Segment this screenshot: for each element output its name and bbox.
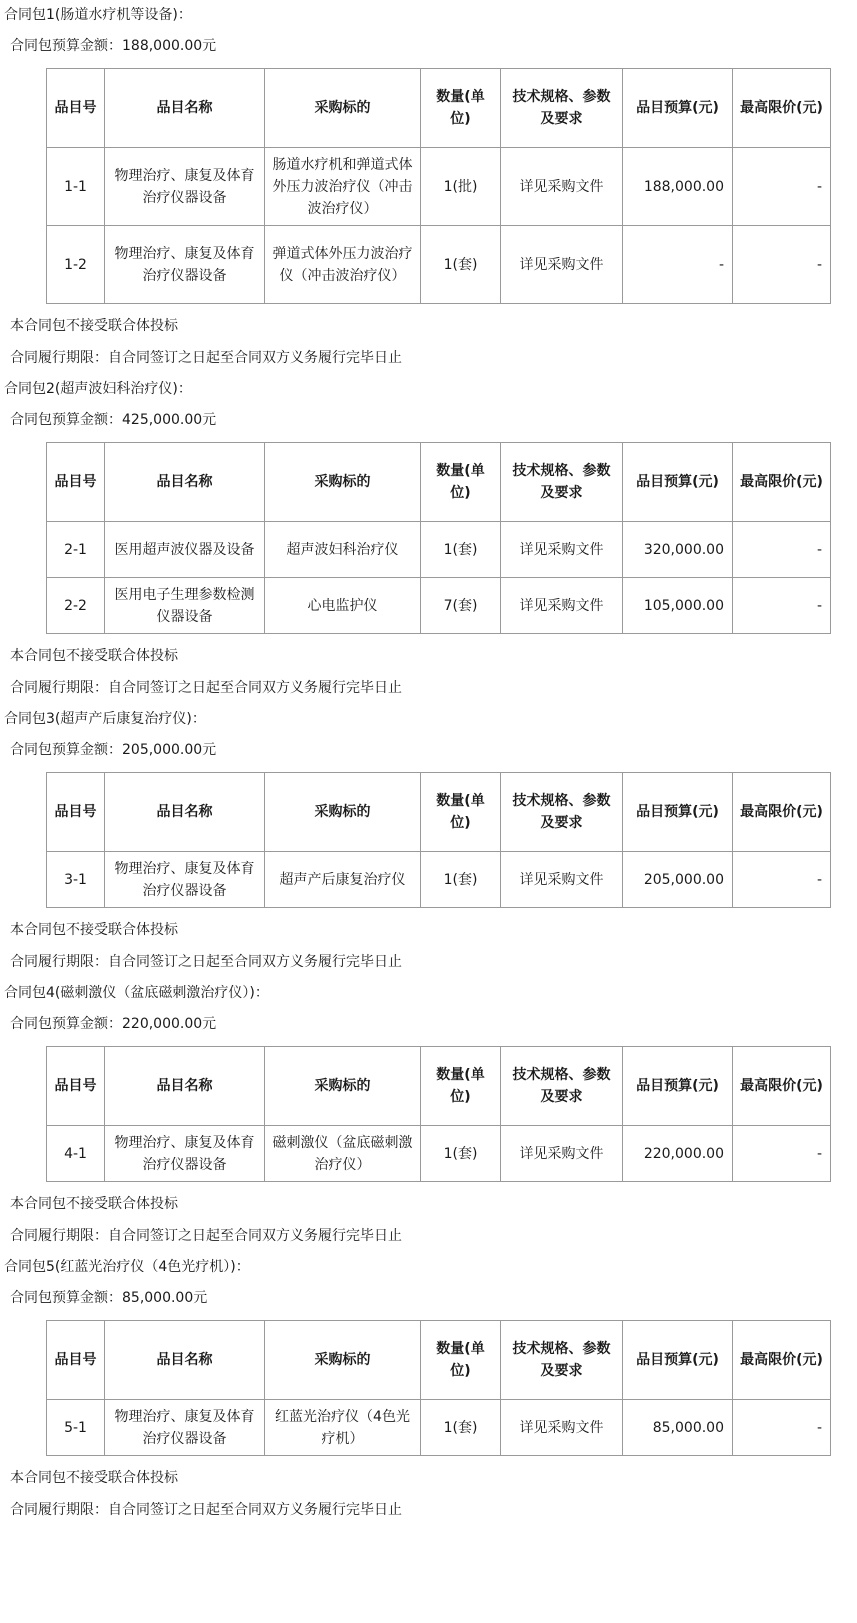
table-cell-qty: 1(套) bbox=[421, 522, 501, 578]
performance-period-note: 合同履行期限：自合同签订之日起至合同双方义务履行完毕日止 bbox=[10, 1228, 402, 1244]
column-header: 品目号 bbox=[47, 443, 105, 522]
column-header: 技术规格、参数及要求 bbox=[501, 69, 623, 148]
table-cell-spec: 详见采购文件 bbox=[501, 852, 623, 908]
table-cell-category: 物理治疗、康复及体育治疗仪器设备 bbox=[105, 148, 265, 226]
table-cell-category: 医用超声波仪器及设备 bbox=[105, 522, 265, 578]
column-header: 采购标的 bbox=[265, 69, 421, 148]
package-title: 合同包1(肠道水疗机等设备)： bbox=[4, 7, 192, 23]
items-table bbox=[46, 442, 831, 634]
column-header: 品目名称 bbox=[105, 1321, 265, 1400]
column-header: 技术规格、参数及要求 bbox=[501, 1047, 623, 1126]
column-header: 品目名称 bbox=[105, 1047, 265, 1126]
column-header: 数量(单位) bbox=[421, 443, 501, 522]
table-cell-no: 5-1 bbox=[47, 1400, 105, 1456]
table-cell-item: 超声产后康复治疗仪 bbox=[265, 852, 421, 908]
table-row bbox=[47, 1400, 831, 1456]
column-header: 技术规格、参数及要求 bbox=[501, 773, 623, 852]
contract-package bbox=[0, 978, 857, 1252]
table-cell-category: 物理治疗、康复及体育治疗仪器设备 bbox=[105, 1126, 265, 1182]
table-cell-no: 2-2 bbox=[47, 578, 105, 634]
column-header: 品目预算(元) bbox=[623, 1321, 733, 1400]
table-cell-qty: 1(套) bbox=[421, 1400, 501, 1456]
consortium-note: 本合同包不接受联合体投标 bbox=[10, 318, 178, 334]
column-header: 数量(单位) bbox=[421, 1047, 501, 1126]
table-cell-limit: - bbox=[733, 852, 831, 908]
table-cell-category: 物理治疗、康复及体育治疗仪器设备 bbox=[105, 226, 265, 304]
package-title: 合同包3(超声产后康复治疗仪)： bbox=[4, 711, 206, 727]
table-cell-qty: 1(套) bbox=[421, 1126, 501, 1182]
column-header: 采购标的 bbox=[265, 1047, 421, 1126]
table-cell-no: 1-1 bbox=[47, 148, 105, 226]
column-header: 采购标的 bbox=[265, 443, 421, 522]
column-header: 品目预算(元) bbox=[623, 69, 733, 148]
table-cell-spec: 详见采购文件 bbox=[501, 1400, 623, 1456]
table-cell-qty: 1(套) bbox=[421, 852, 501, 908]
table-row bbox=[47, 226, 831, 304]
package-title: 合同包5(红蓝光治疗仪（4色光疗机）)： bbox=[4, 1259, 250, 1275]
column-header: 最高限价(元) bbox=[733, 1321, 831, 1400]
table-cell-budget: 85,000.00 bbox=[623, 1400, 733, 1456]
table-cell-spec: 详见采购文件 bbox=[501, 578, 623, 634]
table-cell-limit: - bbox=[733, 522, 831, 578]
items-table bbox=[46, 68, 831, 304]
contract-package bbox=[0, 0, 857, 374]
table-cell-qty: 7(套) bbox=[421, 578, 501, 634]
table-cell-limit: - bbox=[733, 148, 831, 226]
column-header: 最高限价(元) bbox=[733, 443, 831, 522]
column-header: 品目名称 bbox=[105, 773, 265, 852]
table-cell-spec: 详见采购文件 bbox=[501, 522, 623, 578]
consortium-note: 本合同包不接受联合体投标 bbox=[10, 1470, 178, 1486]
column-header: 品目预算(元) bbox=[623, 443, 733, 522]
column-header: 品目号 bbox=[47, 1047, 105, 1126]
table-cell-spec: 详见采购文件 bbox=[501, 226, 623, 304]
package-title: 合同包4(磁刺激仪（盆底磁刺激治疗仪）)： bbox=[4, 985, 269, 1001]
table-cell-spec: 详见采购文件 bbox=[501, 1126, 623, 1182]
package-budget: 合同包预算金额：425,000.00元 bbox=[10, 412, 217, 428]
contract-package bbox=[0, 374, 857, 704]
package-budget: 合同包预算金额：205,000.00元 bbox=[10, 742, 217, 758]
table-cell-item: 红蓝光治疗仪（4色光疗机） bbox=[265, 1400, 421, 1456]
column-header: 数量(单位) bbox=[421, 773, 501, 852]
table-cell-item: 心电监护仪 bbox=[265, 578, 421, 634]
performance-period-note: 合同履行期限：自合同签订之日起至合同双方义务履行完毕日止 bbox=[10, 1502, 402, 1518]
items-table bbox=[46, 1046, 831, 1182]
package-budget: 合同包预算金额：220,000.00元 bbox=[10, 1016, 217, 1032]
column-header: 采购标的 bbox=[265, 773, 421, 852]
table-cell-qty: 1(批) bbox=[421, 148, 501, 226]
package-budget: 合同包预算金额：188,000.00元 bbox=[10, 38, 217, 54]
column-header: 品目号 bbox=[47, 1321, 105, 1400]
column-header: 品目名称 bbox=[105, 69, 265, 148]
package-budget: 合同包预算金额：85,000.00元 bbox=[10, 1290, 208, 1306]
column-header: 数量(单位) bbox=[421, 69, 501, 148]
column-header: 技术规格、参数及要求 bbox=[501, 443, 623, 522]
column-header: 品目名称 bbox=[105, 443, 265, 522]
table-cell-no: 2-1 bbox=[47, 522, 105, 578]
table-cell-item: 超声波妇科治疗仪 bbox=[265, 522, 421, 578]
consortium-note: 本合同包不接受联合体投标 bbox=[10, 648, 178, 664]
table-cell-no: 3-1 bbox=[47, 852, 105, 908]
performance-period-note: 合同履行期限：自合同签订之日起至合同双方义务履行完毕日止 bbox=[10, 680, 402, 696]
table-cell-limit: - bbox=[733, 1400, 831, 1456]
table-cell-category: 医用电子生理参数检测仪器设备 bbox=[105, 578, 265, 634]
column-header: 品目号 bbox=[47, 69, 105, 148]
table-cell-category: 物理治疗、康复及体育治疗仪器设备 bbox=[105, 852, 265, 908]
column-header: 最高限价(元) bbox=[733, 69, 831, 148]
table-cell-budget: - bbox=[623, 226, 733, 304]
consortium-note: 本合同包不接受联合体投标 bbox=[10, 922, 178, 938]
table-cell-budget: 188,000.00 bbox=[623, 148, 733, 226]
column-header: 采购标的 bbox=[265, 1321, 421, 1400]
table-cell-limit: - bbox=[733, 226, 831, 304]
column-header: 技术规格、参数及要求 bbox=[501, 1321, 623, 1400]
table-cell-item: 肠道水疗机和弹道式体外压力波治疗仪（冲击波治疗仪） bbox=[265, 148, 421, 226]
column-header: 最高限价(元) bbox=[733, 1047, 831, 1126]
contract-package bbox=[0, 704, 857, 978]
column-header: 数量(单位) bbox=[421, 1321, 501, 1400]
table-cell-item: 磁刺激仪（盆底磁刺激治疗仪） bbox=[265, 1126, 421, 1182]
table-cell-limit: - bbox=[733, 1126, 831, 1182]
column-header: 品目预算(元) bbox=[623, 773, 733, 852]
table-cell-limit: - bbox=[733, 578, 831, 634]
column-header: 品目号 bbox=[47, 773, 105, 852]
table-cell-no: 4-1 bbox=[47, 1126, 105, 1182]
table-cell-category: 物理治疗、康复及体育治疗仪器设备 bbox=[105, 1400, 265, 1456]
table-row bbox=[47, 852, 831, 908]
column-header: 最高限价(元) bbox=[733, 773, 831, 852]
contract-package bbox=[0, 1252, 857, 1526]
table-row bbox=[47, 522, 831, 578]
table-cell-spec: 详见采购文件 bbox=[501, 148, 623, 226]
performance-period-note: 合同履行期限：自合同签订之日起至合同双方义务履行完毕日止 bbox=[10, 350, 402, 366]
table-cell-budget: 220,000.00 bbox=[623, 1126, 733, 1182]
table-row bbox=[47, 1126, 831, 1182]
consortium-note: 本合同包不接受联合体投标 bbox=[10, 1196, 178, 1212]
table-cell-budget: 105,000.00 bbox=[623, 578, 733, 634]
items-table bbox=[46, 1320, 831, 1456]
table-cell-item: 弹道式体外压力波治疗仪（冲击波治疗仪） bbox=[265, 226, 421, 304]
column-header: 品目预算(元) bbox=[623, 1047, 733, 1126]
table-cell-budget: 320,000.00 bbox=[623, 522, 733, 578]
table-cell-no: 1-2 bbox=[47, 226, 105, 304]
table-cell-qty: 1(套) bbox=[421, 226, 501, 304]
table-row bbox=[47, 578, 831, 634]
performance-period-note: 合同履行期限：自合同签订之日起至合同双方义务履行完毕日止 bbox=[10, 954, 402, 970]
table-cell-budget: 205,000.00 bbox=[623, 852, 733, 908]
table-row bbox=[47, 148, 831, 226]
package-title: 合同包2(超声波妇科治疗仪)： bbox=[4, 381, 192, 397]
items-table bbox=[46, 772, 831, 908]
